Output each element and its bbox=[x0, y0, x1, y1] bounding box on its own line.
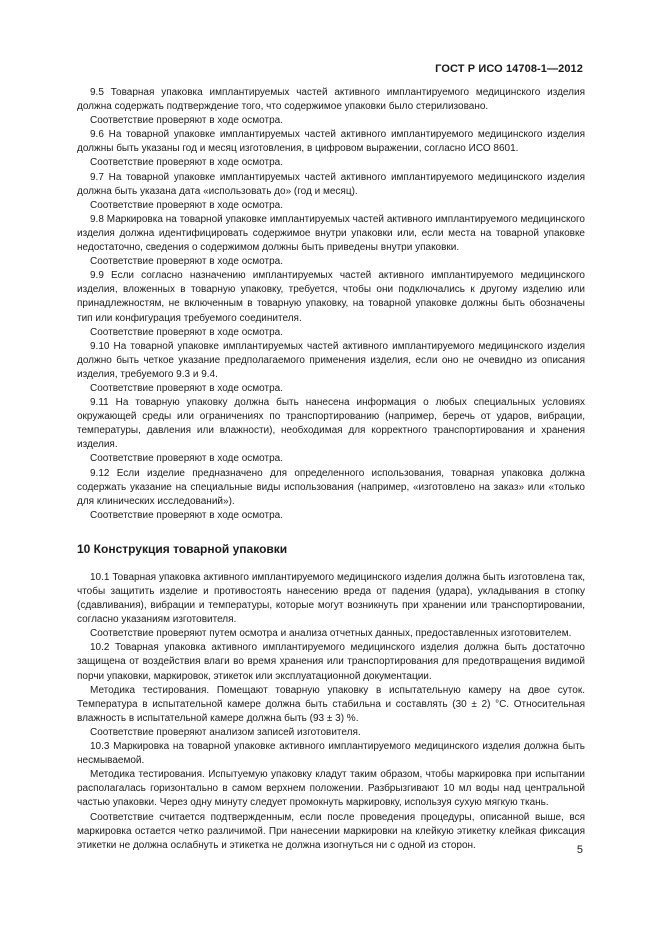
clause-9-8: 9.8 Маркировка на товарной упаковке имплантируемых частей активного имплантируемого медицинского изделия должна идентифицировать содержимое внутри упаковки или, если места на товарной упаковке недостаточно, сведения о содержимом должны быть приведены внутри упаковки. bbox=[77, 213, 585, 254]
clause-9-5: 9.5 Товарная упаковка имплантируемых частей активного имплантируемого медицинского изделия должна содержать подтверждение того, что содержимое упаковки было стерилизовано. bbox=[77, 87, 585, 113]
standard-number: ГОСТ Р ИСО 14708-1—2012 bbox=[435, 63, 583, 75]
test-method: Методика тестирования. Помещают товарную упаковку в испытательную камеру на двое суток. Температура в испытательной камере должна быть стабильна и составлять (30 ± 2) °С. Относительная влажность в испытательной камере должна быть (93 ± 3) %. bbox=[77, 684, 585, 724]
clause-9-11: 9.11 На товарную упаковку должна быть нанесена информация о любых специальных условиях окружающей среды или ограничениях по транспортированию (например, беречь от ударов, вибрации, температуры, давления или влажности), необходимая для корректного транспортирования и хранения изделия. bbox=[77, 397, 585, 451]
clause-10-1: 10.1 Товарная упаковка активного имплантируемого медицинского изделия должна быть изготовлена так, чтобы защитить изделие и противостоять нанесению вреда от падения (удара), укладывания в стопку (сдавливания), вибрации и температуры, которые могут возникнуть при хранении или транспортировании, согласно указаниям изготовителя. bbox=[77, 571, 585, 626]
clause-9-10: 9.10 На товарной упаковке имплантируемых частей активного имплантируемого медицинского изделия должно быть четкое указание предполагаемого применения изделия, если оно не очевидно из описания изделия, требуемого 9.3 и 9.4. bbox=[77, 340, 585, 380]
clause-10-2: 10.2 Товарная упаковка активного имплантируемого медицинского изделия должна быть достаточно защищена от воздействия влаги во время хранения или транспортирования для предотвращения видимой порчи упаковки, маркировок, этикеток или эксплуатационной документации. bbox=[77, 642, 585, 682]
document-body bbox=[77, 86, 585, 853]
page-number: 5 bbox=[576, 844, 583, 856]
compliance-note: Соответствие проверяют в ходе осмотра. bbox=[90, 115, 283, 127]
compliance-note: Соответствие проверяют в ходе осмотра. bbox=[90, 199, 283, 211]
clause-10-3: 10.3 Маркировка на товарной упаковке активного имплантируемого медицинского изделия должна быть несмываемой. bbox=[77, 741, 585, 767]
compliance-note: Соответствие проверяют в ходе осмотра. bbox=[90, 157, 283, 169]
compliance-note: Соответствие проверяют путем осмотра и анализа отчетных данных, предоставленных изготовителем. bbox=[90, 628, 572, 640]
section-10-heading: 10 Конструкция товарной упаковки bbox=[77, 541, 288, 556]
test-method: Методика тестирования. Испытуемую упаковку кладут таким образом, чтобы маркировка при испытании располагалась горизонтально в самом верхнем положении. Разбрызгивают 10 мл воды над центральной частью упаковки. Через одну минуту следует промокнуть маркировку, используя сухую мягкую ткань. bbox=[77, 769, 585, 809]
clause-9-6: 9.6 На товарной упаковке имплантируемых частей активного имплантируемого медицинского изделия должны быть указаны год и месяц изготовления, в цифровом выражении, согласно ИСО 8601. bbox=[77, 129, 585, 155]
compliance-note: Соответствие считается подтвержденным, если после проведения процедуры, описанной выше, вся маркировка остается четко различимой. При нанесении маркировки на клейкую этикетку клейкая фиксация этикетки не должна ослабнуть и этикетка не должна изогнуться ни с одной из сторон. bbox=[77, 811, 585, 851]
compliance-note: Соответствие проверяют в ходе осмотра. bbox=[90, 382, 283, 394]
compliance-note: Соответствие проверяют в ходе осмотра. bbox=[90, 256, 283, 268]
clause-9-9: 9.9 Если согласно назначению имплантируемых частей активного имплантируемого медицинского изделия, вложенных в товарную упаковку, требуется, чтобы они подключались к другому изделию или принадлежностям, не включенным в товарную упаковку, на товарной упаковке должны быть обозначены тип или конфигурация требуемого соединителя. bbox=[77, 270, 585, 324]
clause-9-7: 9.7 На товарной упаковке имплантируемых частей активного имплантируемого медицинского изделия должна быть указана дата «использовать до» (год и месяц). bbox=[77, 171, 585, 197]
compliance-note: Соответствие проверяют в ходе осмотра. bbox=[90, 509, 283, 521]
compliance-note: Соответствие проверяют в ходе осмотра. bbox=[90, 326, 283, 338]
clause-9-12: 9.12 Если изделие предназначено для определенного использования, товарная упаковка должна содержать указание на специальные виды использования (например, «изготовлено на заказ» или «только для клинических исследований»). bbox=[77, 467, 585, 507]
compliance-note: Соответствие проверяют анализом записей изготовителя. bbox=[90, 726, 361, 738]
compliance-note: Соответствие проверяют в ходе осмотра. bbox=[90, 453, 283, 465]
